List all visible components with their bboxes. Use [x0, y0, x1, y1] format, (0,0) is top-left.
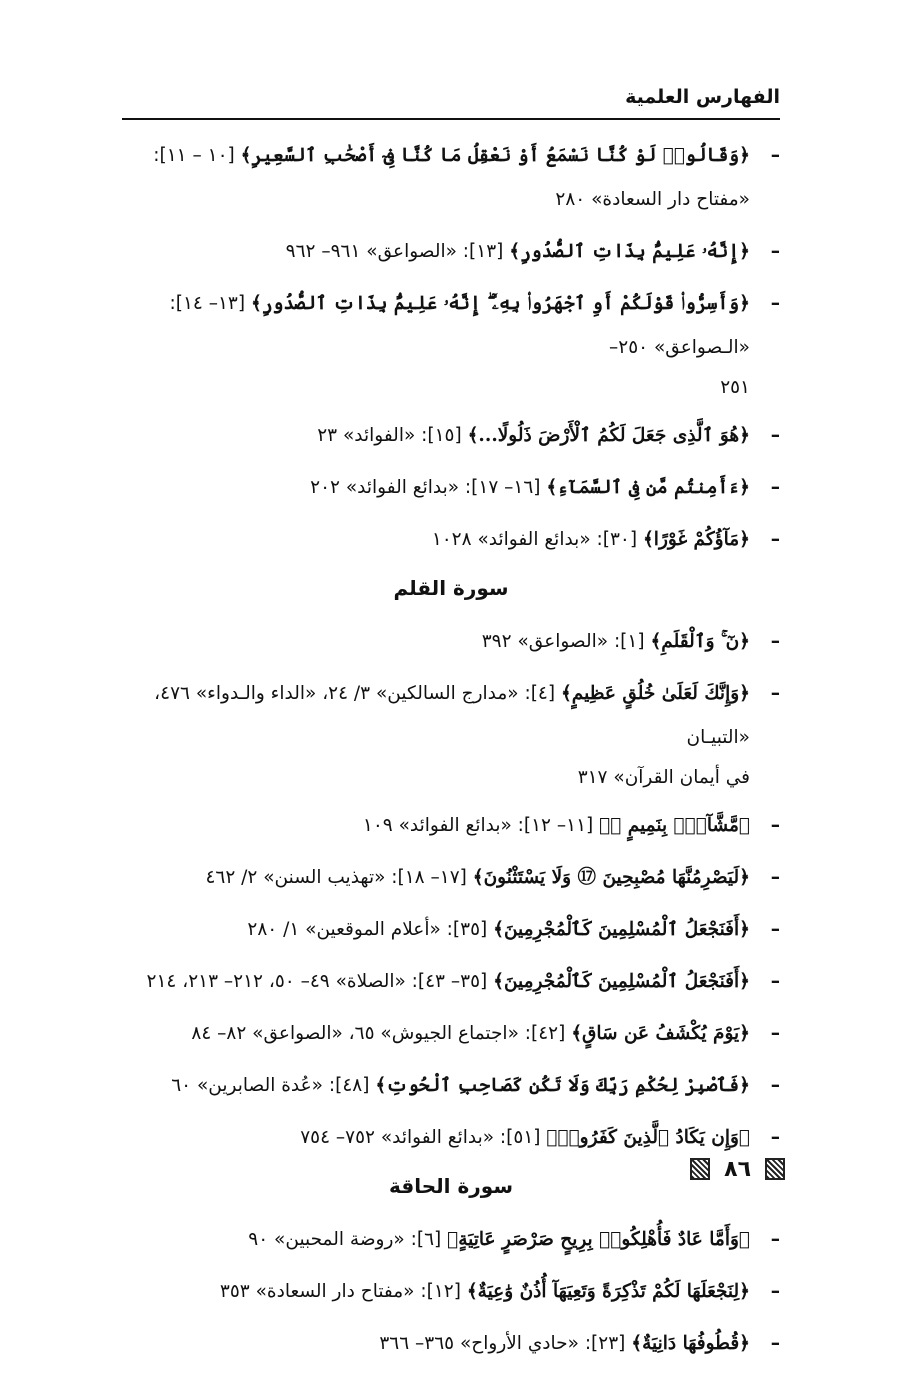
index-entry	[122, 134, 780, 222]
index-entry	[122, 672, 780, 796]
reference-text: [١٢]: «مفتاح دار السعادة» ٣٥٣	[219, 1281, 461, 1302]
index-entry	[122, 282, 780, 406]
page-footer	[640, 1152, 785, 1186]
reference-text: [٣٥– ٤٣]: «الصلاة» ٤٩– ٥٠، ٢١٢– ٢١٣، ٢١٤	[146, 971, 488, 992]
surah-heading-qalam: سورة القلم	[393, 576, 509, 600]
entry-dash: –	[770, 1127, 780, 1148]
reference-text: [١٣]: «الصواعق» ٩٦١– ٩٦٢	[285, 241, 504, 262]
ayah-text: ﴿مَآؤُكُمْ غَوْرًا﴾	[642, 529, 750, 550]
index-entry	[122, 960, 780, 1004]
ornament-icon	[690, 1158, 710, 1180]
reference-text: [١٦– ١٧]: «بدائع الفوائد» ٢٠٢	[310, 477, 541, 498]
entry-dash: –	[770, 683, 780, 704]
ornament-icon	[765, 1158, 785, 1180]
reference-text: [١٣– ١٤]: «الـصواعق» ٢٥٠–	[169, 293, 750, 358]
index-entry	[122, 804, 780, 848]
reference-text: [١٧– ١٨]: «تهذيب السنن» ٢/ ٤٦٢	[205, 867, 467, 888]
ayah-text: ﴿ءَأَمِنتُم مَّن فِى ٱلسَّمَآءِ﴾	[546, 477, 750, 498]
index-entry	[122, 1218, 780, 1262]
ayah-text: ﴿قُطُوفُهَا دَانِيَةٌ﴾	[631, 1333, 750, 1354]
ayah-text: ﴿نٓ ۚ وَٱلْقَلَمِ﴾	[650, 631, 750, 652]
index-entry	[122, 414, 780, 458]
ayah-text: ﴿وَقَالُوا۟ لَوْ كُنَّا نَسْمَعُ أَوْ نَعْقِلُ مَا كُنَّا فِىٓ أَصْحَٰبِ ٱلسَّعِيرِ﴾	[240, 145, 750, 166]
surah-heading-haqqa: سورة الحاقة	[388, 1174, 513, 1198]
ayah-text: ﴿وَأَمَّا عَادٌ فَأُهْلِكُوا۟ بِرِيحٍ صَرْصَرٍ عَاتِيَةٍ﴾	[447, 1229, 750, 1250]
reference-text: [١٥]: «الفوائد» ٢٣	[317, 425, 462, 446]
index-entry	[122, 1064, 780, 1108]
entry-dash: –	[770, 1229, 780, 1250]
reference-text: [٤٢]: «اجتماع الجيوش» ٦٥، «الصواعق» ٨٢– ٨٤	[191, 1023, 566, 1044]
entry-dash: –	[770, 241, 780, 262]
ayah-text: ﴿أَفَنَجْعَلُ ٱلْمُسْلِمِينَ كَٱلْمُجْرِمِينَ﴾	[493, 971, 750, 992]
reference-text: [٤٨]: «عُدة الصابرين» ٦٠	[171, 1075, 370, 1096]
ayah-text: ﴿هُوَ ٱلَّذِى جَعَلَ لَكُمُ ٱلْأَرْضَ ذَلُولًا...﴾	[467, 425, 750, 446]
index-entry	[122, 518, 780, 562]
header-rule	[122, 118, 780, 120]
entry-dash: –	[770, 529, 780, 550]
entry-dash: –	[770, 1023, 780, 1044]
reference-text: [٦]: «روضة المحبين» ٩٠	[248, 1229, 442, 1250]
reference-text: [١١– ١٢]: «بدائع الفوائد» ١٠٩	[362, 815, 594, 836]
reference-text: [٣٥]: «أعلام الموقعين» ١/ ٢٨٠	[247, 919, 488, 940]
reference-text: [٢٣]: «حادي الأرواح» ٣٦٥– ٣٦٦	[379, 1333, 626, 1354]
ayah-text: ﴿يَوْمَ يُكْشَفُ عَن سَاقٍ﴾	[571, 1023, 750, 1044]
index-entry	[122, 856, 780, 900]
entry-dash: –	[770, 971, 780, 992]
reference-continuation: ٢٥١	[720, 377, 750, 398]
reference-text: [٥١]: «بدائع الفوائد» ٧٥٢– ٧٥٤	[300, 1127, 541, 1148]
reference-text: [٣٠]: «بدائع الفوائد» ١٠٢٨	[431, 529, 638, 550]
reference-text: [٤]: «مدارج السالكين» ٣/ ٢٤، «الداء والـدواء» ٤٧٦، «التبيـان	[154, 683, 750, 748]
ayah-text: ﴿وَإِنَّكَ لَعَلَىٰ خُلُقٍ عَظِيمٍ﴾	[560, 683, 750, 704]
ayah-text: ﴿وَأَسِرُّوا۟ قَوْلَكُمْ أَوِ ٱجْهَرُوا۟ بِهِۦٓ ۖ إِنَّهُۥ عَلِيمٌۢ بِذَاتِ ٱلصُّدُورِ﴾	[250, 293, 750, 314]
page-number: ٨٦	[724, 1156, 751, 1182]
ayah-text: ﴿لَيَصْرِمُنَّهَا مُصْبِحِينَ ⑰ وَلَا يَسْتَثْنُونَ﴾	[472, 867, 750, 888]
ayah-text: ﴿إِنَّهُۥ عَلِيمٌۢ بِذَاتِ ٱلصُّدُورِ﴾	[509, 241, 750, 262]
running-header: الفهارس العلمية	[625, 86, 780, 108]
index-entry	[122, 908, 780, 952]
index-entry	[122, 1012, 780, 1056]
index-content	[122, 134, 780, 1374]
index-entry	[122, 620, 780, 664]
index-entry	[122, 1270, 780, 1314]
entry-dash: –	[770, 1075, 780, 1096]
ayah-text: ﴿مَّشَّآءٍۭ بِنَمِيمٍ ⑪﴾	[599, 815, 750, 836]
reference-continuation: في أيمان القرآن» ٣١٧	[577, 767, 750, 788]
entry-dash: –	[770, 293, 780, 314]
entry-dash: –	[770, 631, 780, 652]
entry-dash: –	[770, 477, 780, 498]
entry-dash: –	[770, 425, 780, 446]
entry-dash: –	[770, 1333, 780, 1354]
reference-text: [١٠ – ١١]: «مفتاح دار السعادة» ٢٨٠	[153, 145, 750, 210]
ayah-text: ﴿وَإِن يَكَادُ ٱلَّذِينَ كَفَرُوا۟﴾	[546, 1127, 750, 1148]
ayah-text: ﴿لِنَجْعَلَهَا لَكُمْ تَذْكِرَةً وَتَعِيَهَآ أُذُنٌ وَٰعِيَةٌ﴾	[466, 1281, 750, 1302]
index-entry	[122, 466, 780, 510]
index-entry	[122, 230, 780, 274]
entry-dash: –	[770, 919, 780, 940]
entry-dash: –	[770, 145, 780, 166]
ayah-text: ﴿فَٱصْبِرْ لِحُكْمِ رَبِّكَ وَلَا تَكُن كَصَاحِبِ ٱلْحُوتِ﴾	[375, 1075, 750, 1096]
reference-text: [١]: «الصواعق» ٣٩٢	[481, 631, 645, 652]
entry-dash: –	[770, 867, 780, 888]
entry-dash: –	[770, 815, 780, 836]
index-entry	[122, 1322, 780, 1366]
entry-dash: –	[770, 1281, 780, 1302]
ayah-text: ﴿أَفَنَجْعَلُ ٱلْمُسْلِمِينَ كَٱلْمُجْرِمِينَ﴾	[493, 919, 750, 940]
